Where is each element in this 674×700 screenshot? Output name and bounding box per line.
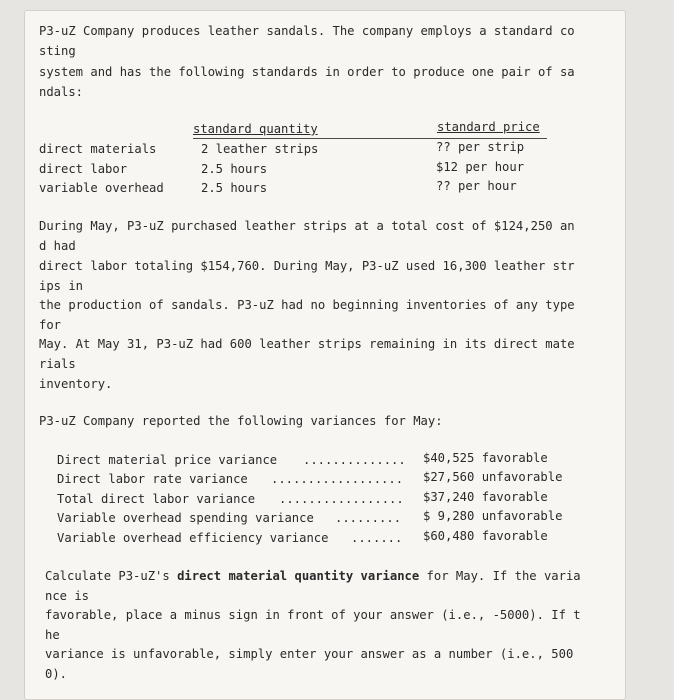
variance-dots: .......	[351, 531, 403, 545]
question-emphasis: direct material quantity variance	[177, 569, 420, 583]
intro-line: system and has the following standards in order to produce one pair of sa	[39, 65, 575, 79]
variance-value: $37,240 favorable	[423, 490, 548, 504]
question-line: he	[45, 628, 60, 642]
question-line: 0).	[45, 667, 68, 681]
variance-value: $40,525 favorable	[423, 451, 548, 465]
variance-label: Variable overhead efficiency variance	[57, 531, 329, 545]
question-line	[45, 569, 581, 584]
intro-line: ndals:	[39, 85, 84, 99]
row-label: variable overhead	[39, 181, 164, 195]
row-quantity: 2.5 hours	[201, 162, 268, 176]
intro-line: P3-uZ Company produces leather sandals. The company employs a standard co	[39, 24, 575, 38]
row-quantity: 2 leather strips	[201, 142, 319, 156]
variance-label: Direct labor rate variance	[57, 472, 248, 486]
row-quantity: 2.5 hours	[201, 181, 268, 195]
variance-value: $27,560 unfavorable	[423, 470, 563, 484]
variance-label: Variable overhead spending variance	[57, 511, 314, 525]
question-line: favorable, place a minus sign in front of your answer (i.e., -5000). If t	[45, 608, 581, 622]
header-rule	[193, 138, 547, 139]
variance-label: Total direct labor variance	[57, 492, 256, 506]
variance-value: $ 9,280 unfavorable	[423, 509, 563, 523]
may-line: rials	[39, 357, 76, 371]
variances-heading: P3-uZ Company reported the following variances for May:	[39, 414, 443, 428]
row-price: ?? per strip	[436, 140, 525, 154]
may-line: the production of sandals. P3-uZ had no beginning inventories of any type	[39, 298, 575, 312]
row-label: direct materials	[39, 142, 157, 156]
question-text: Calculate P3-uZ's	[45, 569, 178, 583]
may-line: ips in	[39, 279, 84, 293]
intro-line: sting	[39, 44, 76, 58]
variance-dots: .................	[279, 492, 404, 506]
variance-dots: ..................	[271, 472, 404, 486]
row-price: $12 per hour	[436, 160, 525, 174]
may-line: inventory.	[39, 377, 113, 391]
may-line: for	[39, 318, 62, 332]
variance-dots: .........	[335, 511, 402, 525]
row-price: ?? per hour	[436, 179, 517, 193]
problem-card	[24, 10, 626, 700]
variance-value: $60,480 favorable	[423, 529, 548, 543]
variance-dots: ..............	[303, 453, 406, 467]
question-text: for May. If the varia	[419, 569, 581, 583]
col-header-price: standard price	[437, 120, 540, 134]
question-line: variance is unfavorable, simply enter your answer as a number (i.e., 500	[45, 647, 574, 661]
may-line: d had	[39, 239, 76, 253]
question-line: nce is	[45, 589, 90, 603]
col-header-quantity: standard quantity	[193, 122, 318, 136]
may-line: During May, P3-uZ purchased leather strips at a total cost of $124,250 an	[39, 219, 575, 233]
may-line: May. At May 31, P3-uZ had 600 leather strips remaining in its direct mate	[39, 337, 575, 351]
may-line: direct labor totaling $154,760. During May, P3-uZ used 16,300 leather str	[39, 259, 575, 273]
row-label: direct labor	[39, 162, 128, 176]
variance-label: Direct material price variance	[57, 453, 278, 467]
